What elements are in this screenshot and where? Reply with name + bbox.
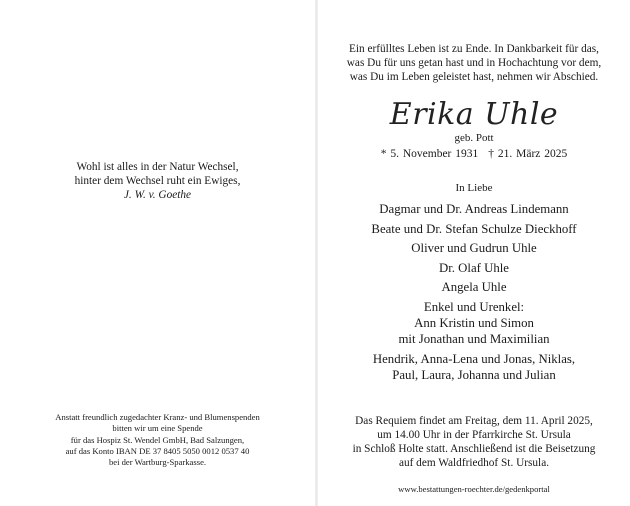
mourner-entry: Angela Uhle [441,280,507,295]
mourner-entry: Dagmar und Dr. Andreas Lindemann [379,202,569,216]
donation-line: bitten wir um eine Spende [112,423,203,434]
mourner-entry: Oliver und Gudrun Uhle [411,241,537,256]
donation-iban: auf das Konto IBAN DE 37 8405 5050 0012 0537 40 [65,445,250,456]
maiden-name: geb. Pott [454,132,494,144]
mourner-entry: Dr. Olaf Uhle [438,260,509,275]
grandchildren-names: Hendrik, Anna-Lena und Jonas, Niklas, Paul, Laura, Johanna und Julian [372,351,576,382]
farewell-line: Ein erfülltes Leben ist zu Ende. In Dankbarkeit für das, [348,43,599,55]
grandchildren-entry: Enkel und Urenkel: Ann Kristin und Simon mit Jonathan und Maximilian [398,299,550,346]
requiem-notice [318,414,630,470]
in-liebe-label: In Liebe [455,182,493,194]
quote-line: Wohl ist alles in der Natur Wechsel, [76,161,239,173]
deceased-name: Erika Uhle [389,97,559,132]
requiem-line: Das Requiem findet am Freitag, dem 11. April 2025, [355,415,593,427]
requiem-line: in Schloß Holte statt. Anschließend ist die Beisetzung [352,443,596,455]
quote-author: J. W. v. Goethe [123,189,192,201]
life-dates [318,147,630,161]
requiem-line: um 14.00 Uhr in der Pfarrkirche St. Ursula [377,429,571,441]
death-date: † 21. März 2025 [488,148,568,160]
farewell-text [318,42,630,84]
donation-line: bei der Wartburg-Sparkasse. [108,457,207,468]
mourner-entry: Beate und Dr. Stefan Schulze Dieckhoff [371,221,577,236]
goethe-quote [0,160,315,202]
quote-line: hinter dem Wechsel ruht ein Ewiges, [74,175,241,187]
farewell-line: was Du im Leben geleistet hast, nehmen wir Abschied. [349,71,599,83]
birth-date: * 5. November 1931 [380,148,479,160]
donation-notice [0,412,315,468]
donation-line: Anstatt freundlich zugedachter Kranz- und Blumenspenden [55,412,260,422]
mourners-list [318,201,630,386]
memorial-website-link[interactable]: www.bestattungen-roechter.de/gedenkportal [398,484,550,494]
farewell-line: was Du für uns getan hast und in Hochachtung vor dem, [346,57,602,69]
donation-line: für das Hospiz St. Wendel GmbH, Bad Salzungen, [70,434,245,445]
requiem-line: auf dem Waldfriedhof St. Ursula. [398,457,550,469]
right-page [318,0,630,506]
